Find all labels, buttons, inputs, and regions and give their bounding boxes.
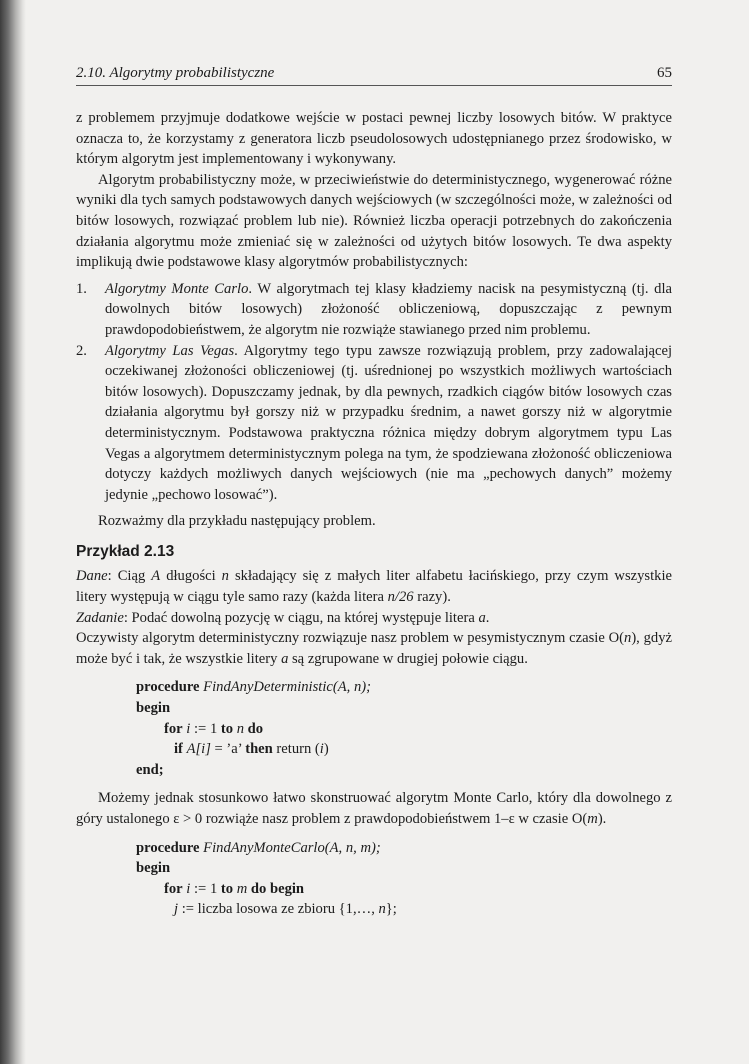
- example-heading: Przykład 2.13: [76, 542, 175, 560]
- paragraph: z problemem przyjmuje dodatkowe wejście w postaci pewnej liczby losowych bitów. W praktyce oznacza to, że korzystamy z generatora liczb pseudolosowych udostępnianego przez środowisko, w którym algorytm jest implementowany i wykonywany.: [76, 110, 672, 168]
- paragraph: Możemy jednak stosunkowo łatwo skonstruować algorytm Monte Carlo, który dla dowolnego z góry ustalonego ε > 0 rozwiąże nasz problem z prawdopodobieństwem 1–ε w czasie O(m).: [76, 790, 672, 827]
- code-line: begin: [136, 700, 171, 717]
- list-number: 1.: [76, 280, 87, 297]
- task-label: Zadanie: [76, 609, 124, 626]
- paragraph: Algorytm probabilistyczny może, w przeciwieństwie do deterministycznego, wygenerować różne wyniki dla tych samych podstawowych danych wejściowych (w szczególności może, w zależności od bitów losowych, rozwiązać problem lub nie). Również liczba operacji potrzebnych do zakończenia działania algorytmu może zmieniać się w zależności od użytych bitów losowych. Te dwa aspekty implikują dwie podstawowe klasy algorytmów probabilistycznych:: [76, 171, 672, 271]
- code-line: if A[i] = ’a’ then return (i): [174, 741, 329, 758]
- code-line: procedure FindAnyMonteCarlo(A, n, m);: [136, 839, 381, 856]
- code-line: begin: [136, 860, 171, 877]
- page-number: 65: [657, 65, 672, 81]
- paragraph: Oczywisty algorytm deterministyczny rozwiązuje nasz problem w pesymistycznym czasie O(n), gdyż może być i tak, że wszystkie litery a są zgrupowane w drugiej połowie ciągu.: [76, 630, 672, 667]
- code-line: j := liczba losowa ze zbioru {1,…, n};: [174, 901, 397, 918]
- procedure-name: FindAnyDeterministic: [203, 679, 333, 696]
- list-item-text: . Algorytmy tego typu zawsze rozwiązują problem, przy zadowalającej oczekiwanej złożoności obliczeniowej (tj. uśrednionej po wszystkich możliwych wartościach bitów losowych). Dopuszczamy jednak, by dla pewnych, rzadkich ciągów bitów losowych czas działania algorytmu był gorszy niż w przypadku średnim, a nawet gorszy niż w algorytmie deterministycznym. Podstawowa praktyczna różnica między dobrym algorytmem typu Las Vegas a algorytmem deterministycznym polega na tym, że spodziewana złożoność obliczeniowa dotyczy każdych możliwych danych wejściowych (nie ma „pechowych danych” możemy jedynie „pechowo losować”).: [105, 342, 672, 503]
- procedure-name: FindAnyMonteCarlo: [203, 839, 325, 856]
- list-item-title: Algorytmy Las Vegas: [105, 342, 235, 359]
- page-body: [76, 108, 672, 920]
- code-line: for i := 1 to m do begin: [164, 880, 305, 897]
- running-header: [76, 64, 672, 86]
- code-listing-monte-carlo: [136, 838, 672, 920]
- list-item: [76, 279, 672, 341]
- example-task: Zadanie: Podać dowolną pozycję w ciągu, na której występuje litera a.: [76, 609, 490, 626]
- running-title: 2.10. Algorytmy probabilistyczne: [76, 65, 275, 81]
- algorithm-class-list: [76, 279, 672, 506]
- book-spine-shadow: [0, 0, 26, 1064]
- code-line: end;: [136, 761, 164, 778]
- code-line: for i := 1 to n do: [164, 720, 264, 737]
- list-item-title: Algorytmy Monte Carlo: [105, 280, 249, 297]
- paragraph: Rozważmy dla przykładu następujący problem.: [98, 513, 376, 530]
- book-page: [76, 64, 672, 928]
- list-item-text: . W algorytmach tej klasy kładziemy nacisk na pesymistyczną (tj. dla dowolnych bitów losowych) złożoność obliczeniową, dopuszczając z pewnym prawdopodobieństwem, że algorytm nie rozwiąże stawianego przed nim problemu.: [105, 280, 672, 338]
- list-number: 2.: [76, 342, 87, 359]
- code-listing-deterministic: [136, 677, 672, 780]
- example-given: Dane: Ciąg A długości n składający się z małych liter alfabetu łacińskiego, przy czym wszystkie litery występują w ciągu tyle samo razy (każda litera n/26 razy).: [76, 568, 672, 606]
- list-item: [76, 341, 672, 506]
- given-label: Dane: [76, 568, 108, 585]
- code-line: procedure FindAnyDeterministic(A, n);: [136, 679, 371, 696]
